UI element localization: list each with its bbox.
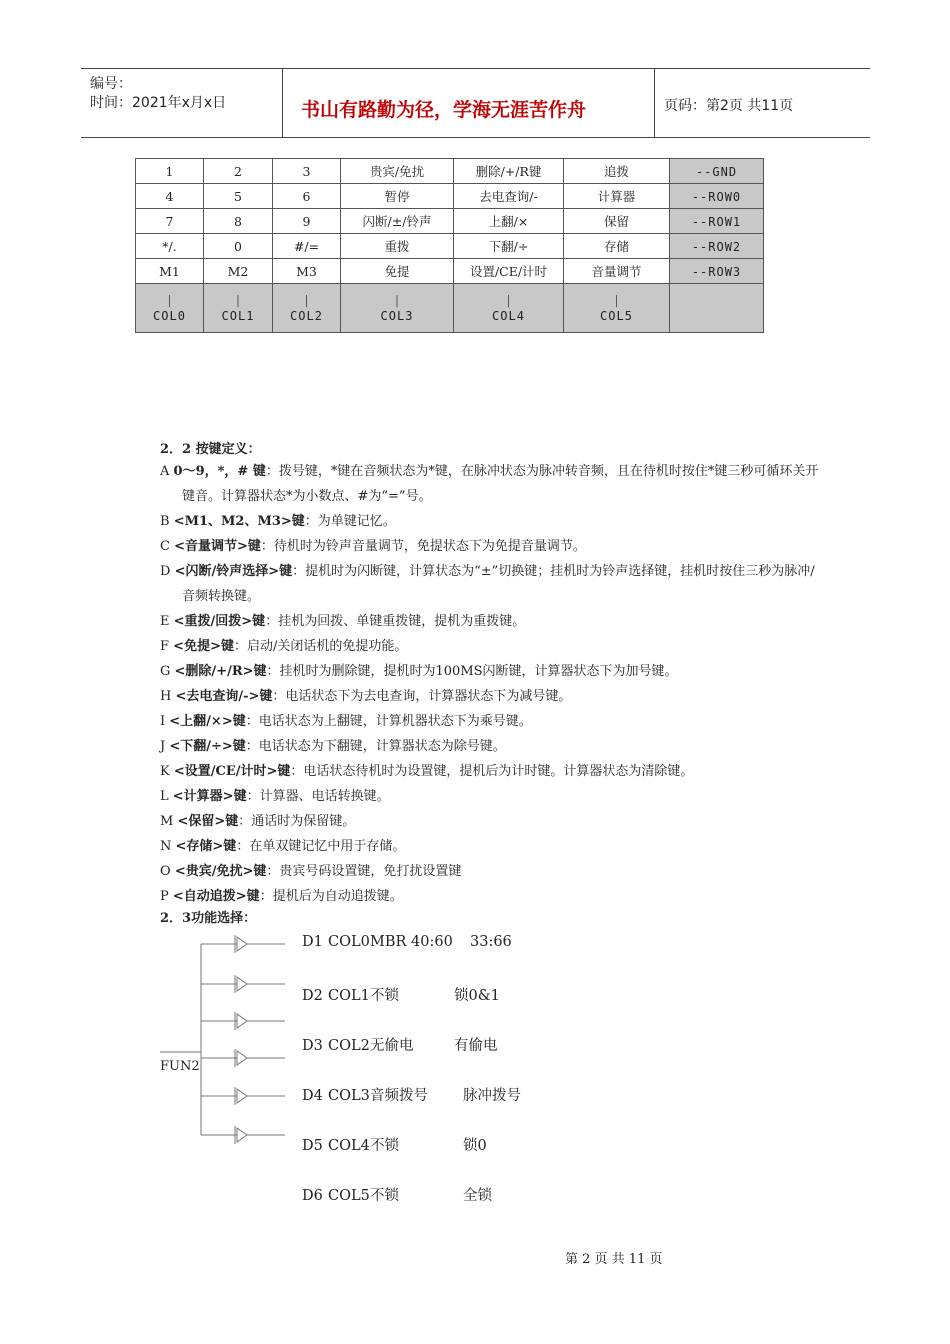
item-description: ：计算器、电话转换键。 xyxy=(246,789,390,804)
option-default: 不锁 xyxy=(370,988,399,1004)
option-alternate: 有偷电 xyxy=(454,1038,498,1054)
key-definition-item xyxy=(160,834,820,859)
key-cell: 保留 xyxy=(564,209,670,234)
diode-column: COL0 xyxy=(328,934,370,950)
item-key: <去电查询/->键 xyxy=(175,689,273,704)
key-cell: */. xyxy=(136,234,204,259)
key-cell: M2 xyxy=(204,259,273,284)
item-letter: K xyxy=(160,764,170,779)
item-key: <设置/CE/计时>键 xyxy=(173,764,291,779)
item-letter: C xyxy=(160,539,170,554)
diode-column: COL4 xyxy=(328,1138,370,1154)
row-line-text: --ROW3 xyxy=(691,264,742,279)
key-cell: M3 xyxy=(273,259,341,284)
column-pipe: | xyxy=(304,292,309,307)
key-definition-item xyxy=(160,759,820,784)
column-line-label xyxy=(564,284,670,333)
key-cell: 去电查询/- xyxy=(454,184,564,209)
item-key: <保留>键 xyxy=(177,814,239,829)
item-letter: I xyxy=(160,714,166,729)
diode-symbol xyxy=(237,1089,247,1103)
diode-id: D5 xyxy=(302,1138,323,1154)
key-table-row xyxy=(136,209,764,234)
key-cell: 闪断/±/铃声 xyxy=(341,209,454,234)
key-definition-item xyxy=(160,559,820,609)
key-definition-item xyxy=(160,634,820,659)
section-title: 2．3功能选择： xyxy=(160,911,257,926)
header-divider xyxy=(282,69,283,137)
row-line-text: --GND xyxy=(695,164,738,179)
item-letter: J xyxy=(160,739,166,754)
item-letter: F xyxy=(160,639,170,654)
diode-id: D2 xyxy=(302,988,323,1004)
item-letter: M xyxy=(160,814,174,829)
item-key: <下翻/÷>键 xyxy=(169,739,246,754)
key-cell: 2 xyxy=(204,159,273,184)
key-table-row xyxy=(136,184,764,209)
row-line-label xyxy=(670,259,764,284)
column-line-label xyxy=(273,284,341,333)
key-cell: 9 xyxy=(273,209,341,234)
row-line-label xyxy=(670,234,764,259)
key-cell: 8 xyxy=(204,209,273,234)
key-definition-item xyxy=(160,609,820,634)
key-cell: 5 xyxy=(204,184,273,209)
row-line-label xyxy=(670,159,764,184)
item-letter: O xyxy=(160,864,171,879)
item-key: <闪断/铃声选择>键 xyxy=(174,564,293,579)
column-name: COL1 xyxy=(221,309,255,323)
item-key: <删除/+/R>键 xyxy=(174,664,267,679)
key-cell: 重拨 xyxy=(341,234,454,259)
item-key: <存储>键 xyxy=(175,839,237,854)
key-cell: 删除/+/R键 xyxy=(454,159,564,184)
item-letter: B xyxy=(160,514,170,529)
item-letter: A xyxy=(160,464,170,479)
item-key: <计算器>键 xyxy=(172,789,247,804)
item-description: ：提机时为闪断键，计算状态为“±”切换键；挂机时为铃声选择键，挂机时按住三秒为脉冲/音频转换键。 xyxy=(182,564,815,604)
diode-id: D3 xyxy=(302,1038,323,1054)
key-cell: 0 xyxy=(204,234,273,259)
key-cell: 暂停 xyxy=(341,184,454,209)
item-description: ：挂机为回拨、单键重拨键，提机为重拨键。 xyxy=(265,614,526,629)
key-table-row xyxy=(136,159,764,184)
column-line-label xyxy=(454,284,564,333)
key-cell: 下翻/÷ xyxy=(454,234,564,259)
option-alternate: 全锁 xyxy=(463,1188,492,1204)
row-line-label xyxy=(670,209,764,234)
diode-symbol xyxy=(237,937,247,951)
key-table-row xyxy=(136,234,764,259)
key-definition-item xyxy=(160,684,820,709)
option-default: MBR 40:60 xyxy=(370,934,453,950)
key-table-row xyxy=(136,259,764,284)
item-letter: H xyxy=(160,689,172,704)
row-line-text: --ROW1 xyxy=(691,214,742,229)
item-key: <上翻/×>键 xyxy=(169,714,246,729)
item-description: ：拨号键，*键在音频状态为*键，在脉冲状态为脉冲转音频，且在待机时按住*键三秒可循环关开键音。计算器状态*为小数点、#为“=”号。 xyxy=(182,464,819,504)
option-alternate: 33:66 xyxy=(470,934,512,950)
diode-option-row xyxy=(302,1134,487,1155)
column-pipe: | xyxy=(614,292,619,307)
key-matrix-table xyxy=(135,158,764,333)
item-description: ：在单双键记忆中用于存储。 xyxy=(236,839,406,854)
key-definition-item xyxy=(160,709,820,734)
diode-option-row xyxy=(302,1084,521,1105)
key-cell: M1 xyxy=(136,259,204,284)
column-name: COL3 xyxy=(380,309,414,323)
item-description: ：挂机时为删除键，提机时为100MS闪断键，计算器状态下为加号键。 xyxy=(266,664,678,679)
key-cell: 免提 xyxy=(341,259,454,284)
option-default: 无偷电 xyxy=(370,1038,414,1054)
item-key: <重拨/回拨>键 xyxy=(173,614,266,629)
item-description: ：待机时为铃声音量调节，免提状态下为免提音量调节。 xyxy=(260,539,586,554)
item-letter: N xyxy=(160,839,172,854)
fun2-label: FUN2 xyxy=(160,1059,200,1074)
key-cell: 6 xyxy=(273,184,341,209)
column-line-label xyxy=(204,284,273,333)
item-description: ：电话状态为上翻键，计算机器状态下为乘号键。 xyxy=(245,714,532,729)
column-pipe: | xyxy=(167,292,172,307)
motto: 书山有路勤为径，学海无涯苦作舟 xyxy=(301,99,587,121)
empty-cell xyxy=(670,284,764,333)
item-key: <贵宾/免扰>键 xyxy=(174,864,267,879)
key-cell: 音量调节 xyxy=(564,259,670,284)
diode-option-row xyxy=(302,934,512,950)
item-letter: L xyxy=(160,789,169,804)
diode-column: COL1 xyxy=(328,988,370,1004)
diode-option-row xyxy=(302,984,500,1005)
column-name: COL5 xyxy=(600,309,633,323)
key-cell: 7 xyxy=(136,209,204,234)
diode-id: D6 xyxy=(302,1188,323,1204)
column-pipe: | xyxy=(506,292,511,307)
row-line-text: --ROW2 xyxy=(691,239,742,254)
item-letter: G xyxy=(160,664,171,679)
diode-id: D4 xyxy=(302,1088,323,1104)
diode-symbol xyxy=(237,977,247,991)
option-default: 不锁 xyxy=(370,1138,399,1154)
option-default: 音频拨号 xyxy=(370,1088,428,1104)
column-pipe: | xyxy=(235,292,241,307)
item-letter: P xyxy=(160,889,169,904)
key-definition-item xyxy=(160,809,820,834)
key-definition-item xyxy=(160,884,820,909)
item-description: ：电话状态下为去电查询，计算器状态下为减号键。 xyxy=(272,689,572,704)
item-description: ：贵宾号码设置键，免打扰设置键 xyxy=(266,864,462,879)
key-cell: 3 xyxy=(273,159,341,184)
option-default: 不锁 xyxy=(370,1188,399,1204)
number-label: 编号： xyxy=(90,76,132,92)
diode-option-row xyxy=(302,1184,492,1205)
item-letter: D xyxy=(160,564,171,579)
option-alternate: 脉冲拨号 xyxy=(463,1088,521,1104)
key-cell: 计算器 xyxy=(564,184,670,209)
column-name: COL2 xyxy=(290,309,323,323)
diode-column: COL5 xyxy=(328,1188,370,1204)
item-key: <自动追拨>键 xyxy=(172,889,260,904)
time-label: 时间：2021年x月x日 xyxy=(90,95,227,111)
header-divider xyxy=(654,69,655,137)
column-line-label xyxy=(136,284,204,333)
diode-column: COL3 xyxy=(328,1088,370,1104)
item-description: ：启动/关闭话机的免提功能。 xyxy=(233,639,408,654)
key-definition-item xyxy=(160,509,820,534)
row-line-label xyxy=(670,184,764,209)
page-footer: 第 2 页 共 11 页 xyxy=(565,1252,663,1267)
key-cell: 上翻/× xyxy=(454,209,564,234)
item-description: ：电话状态待机时为设置键，提机后为计时键。计算器状态为清除键。 xyxy=(290,764,694,779)
column-pipe: | xyxy=(394,292,400,307)
key-cell: 4 xyxy=(136,184,204,209)
key-definition-list xyxy=(160,459,820,909)
item-description: ：为单键记忆。 xyxy=(304,514,396,529)
item-key: <音量调节>键 xyxy=(174,539,261,554)
key-cell: 贵宾/免扰 xyxy=(341,159,454,184)
diode-symbol xyxy=(237,1051,247,1065)
key-cell: 存储 xyxy=(564,234,670,259)
item-letter: E xyxy=(160,614,170,629)
row-line-text: --ROW0 xyxy=(691,189,742,204)
column-line-label xyxy=(341,284,454,333)
key-cell: 1 xyxy=(136,159,204,184)
key-definition-item xyxy=(160,659,820,684)
item-key: <M1、M2、M3>键 xyxy=(173,514,305,529)
section-title: 2．2 按键定义： xyxy=(160,442,261,457)
key-cell: 追拨 xyxy=(564,159,670,184)
key-definition-item xyxy=(160,534,820,559)
column-name: COL4 xyxy=(492,309,525,323)
item-key: 0～9，*，# 键 xyxy=(173,464,266,479)
item-description: ：电话状态为下翻键，计算器状态为除号键。 xyxy=(245,739,506,754)
item-key: <免提>键 xyxy=(173,639,234,654)
diode-symbol xyxy=(237,1014,247,1028)
column-line-row xyxy=(136,284,764,333)
key-definition-item xyxy=(160,859,820,884)
key-definition-item xyxy=(160,459,820,509)
key-cell: 设置/CE/计时 xyxy=(454,259,564,284)
item-description: ：提机后为自动追拨键。 xyxy=(259,889,403,904)
option-alternate: 锁0&1 xyxy=(454,988,500,1004)
diode-option-row xyxy=(302,1034,498,1055)
page-header xyxy=(81,68,870,138)
diode-column: COL2 xyxy=(328,1038,370,1054)
diode-id: D1 xyxy=(302,934,323,950)
key-definition-item xyxy=(160,734,820,759)
option-alternate: 锁0 xyxy=(463,1138,487,1154)
column-name: COL0 xyxy=(153,309,186,323)
key-cell: #/= xyxy=(273,234,341,259)
item-description: ：通话时为保留键。 xyxy=(238,814,356,829)
diode-symbol xyxy=(237,1128,247,1142)
page-label: 页码：第2页 共11页 xyxy=(664,98,794,114)
key-definition-item xyxy=(160,784,820,809)
